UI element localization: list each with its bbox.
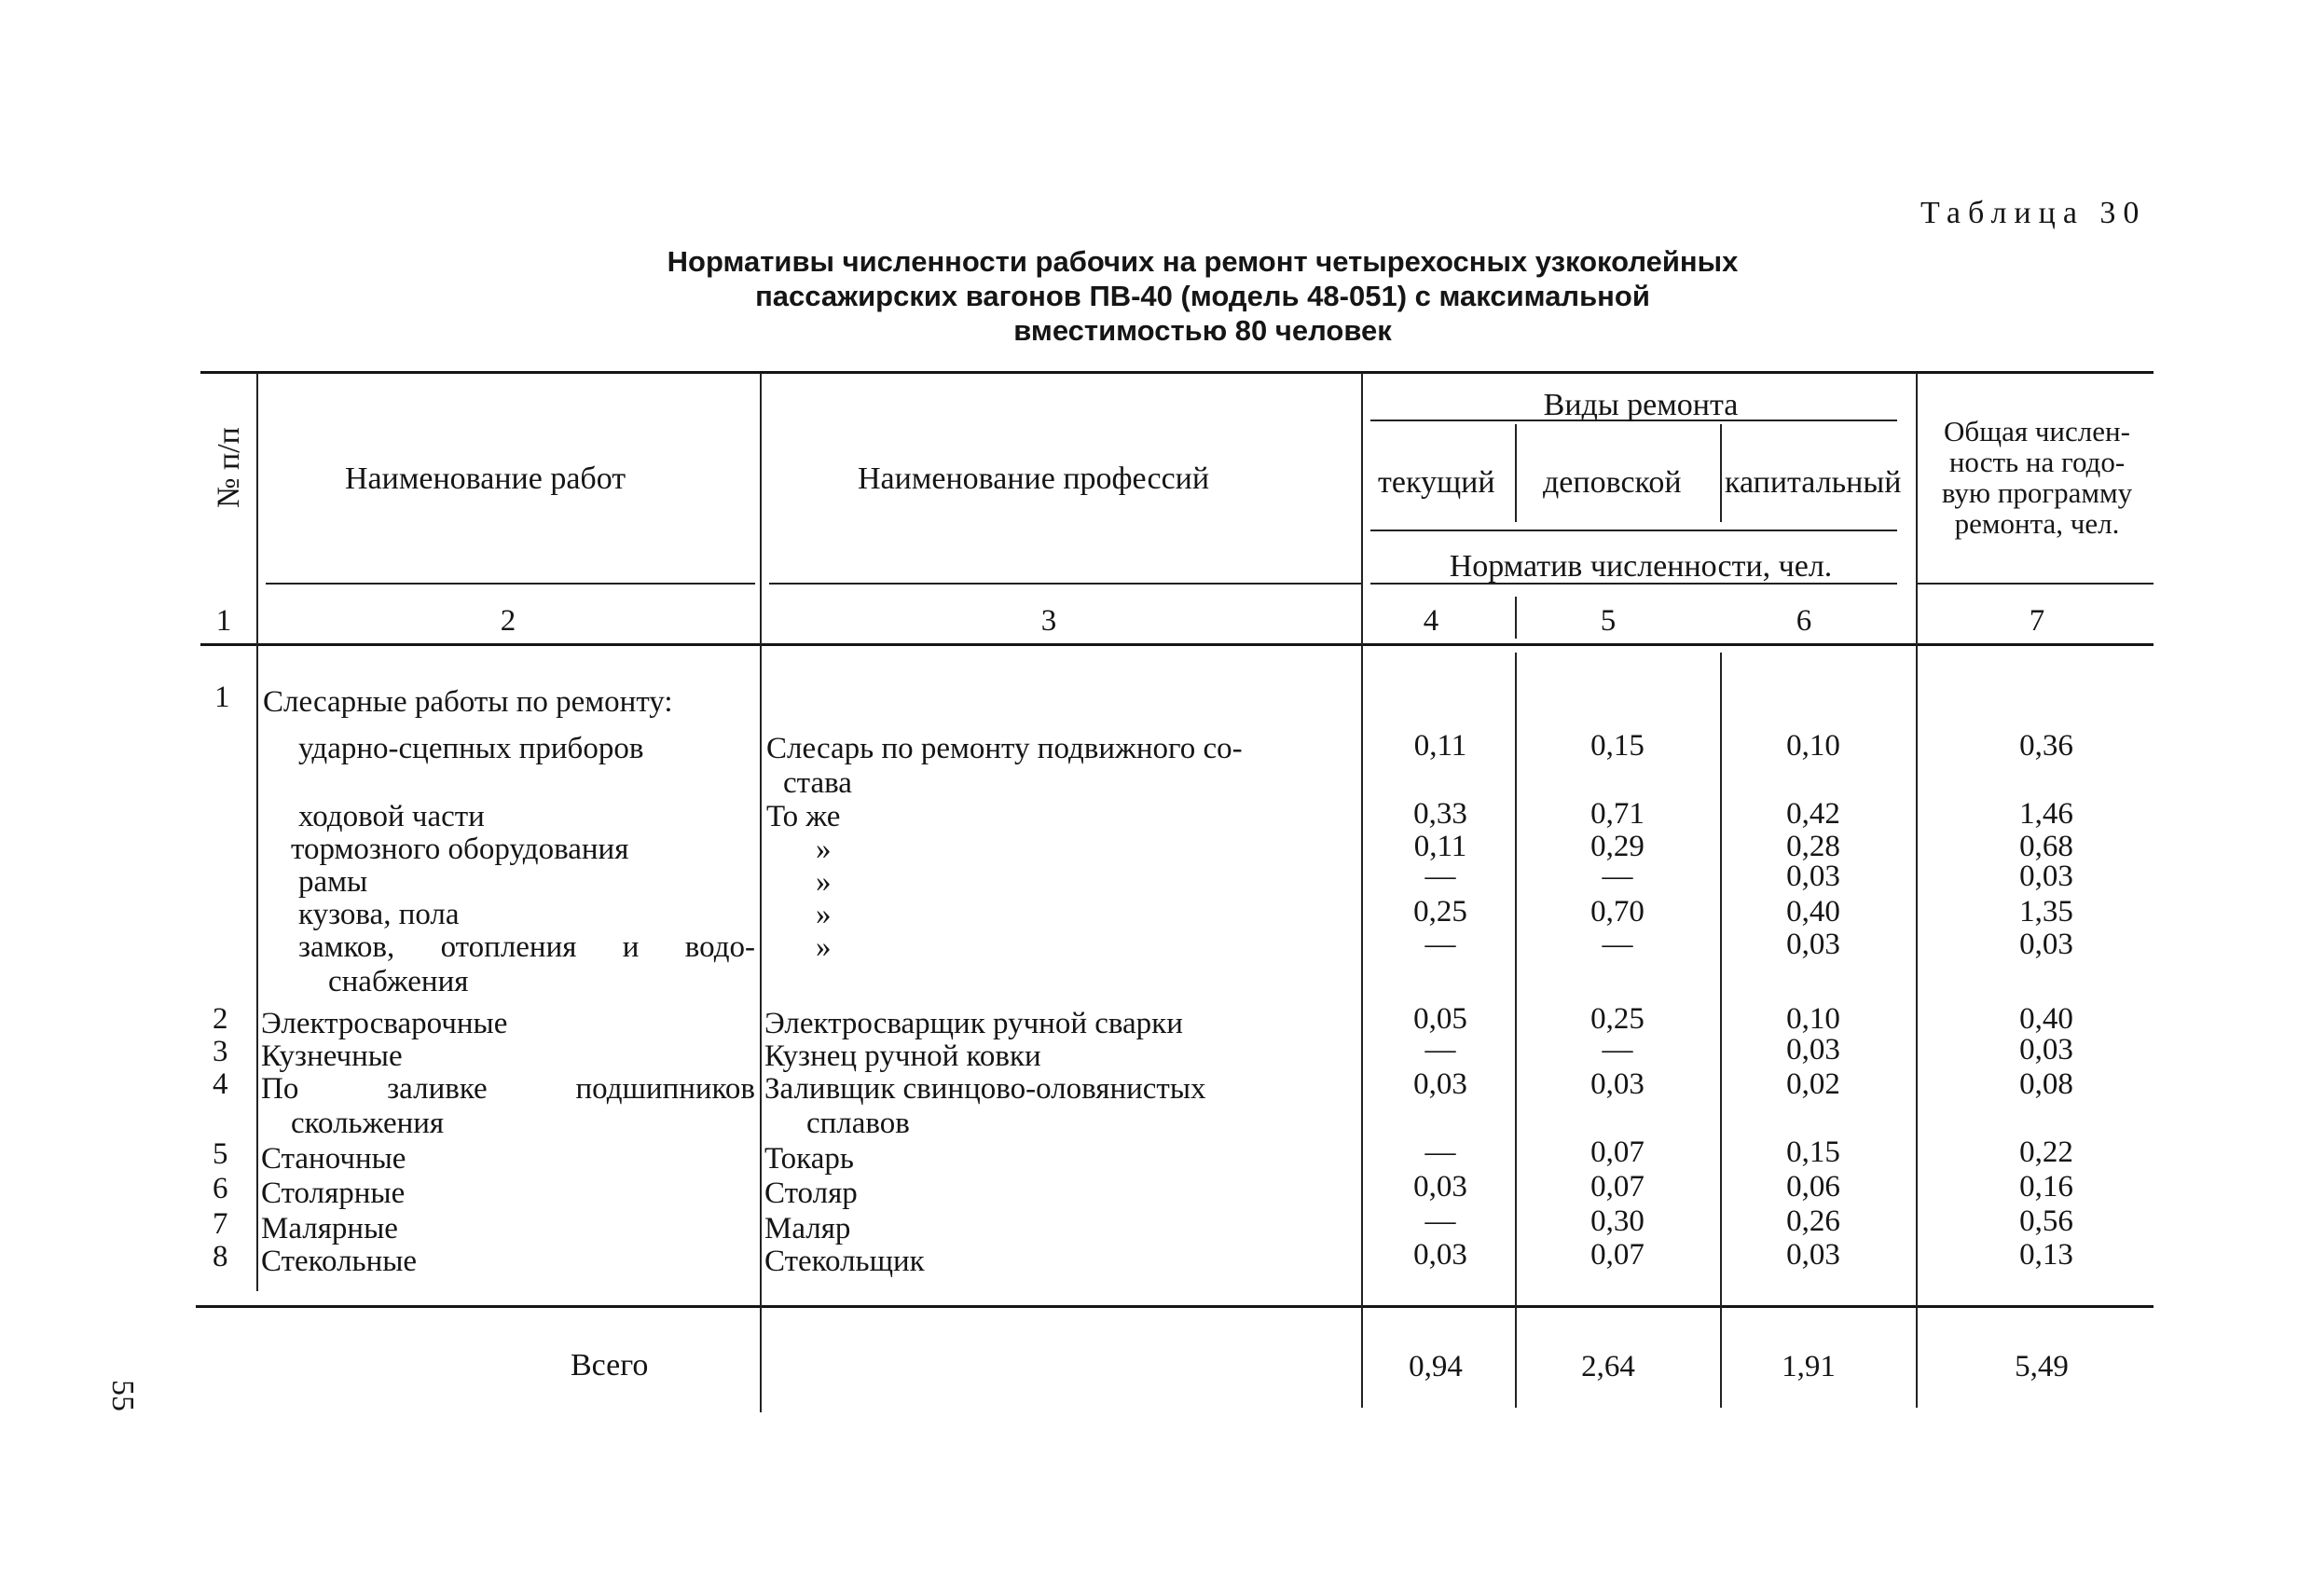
column-number: 2 xyxy=(500,604,516,638)
value-total: 0,08 xyxy=(2019,1067,2073,1101)
column-number: 4 xyxy=(1423,604,1439,638)
header-total-4: ремонта, чел. xyxy=(1954,507,2120,540)
value-capital: 0,15 xyxy=(1786,1135,1840,1169)
value-capital: 0,06 xyxy=(1786,1170,1840,1204)
value-depot: 0,07 xyxy=(1590,1135,1645,1169)
value-current: — xyxy=(1424,1135,1456,1169)
profession-name: Слесарь по ремонту подвижного со- xyxy=(766,732,1243,765)
value-depot: — xyxy=(1602,1033,1633,1066)
value-depot: 0,03 xyxy=(1590,1067,1645,1101)
total-overall: 5,49 xyxy=(2015,1350,2069,1383)
value-depot: 0,70 xyxy=(1590,895,1645,929)
row-number: 8 xyxy=(213,1240,228,1273)
value-capital: 0,10 xyxy=(1786,1002,1840,1036)
value-total: 0,03 xyxy=(2019,860,2073,893)
header-norm: Норматив численности, чел. xyxy=(1449,549,1833,584)
value-total: 0,68 xyxy=(2019,830,2073,863)
value-total: 0,22 xyxy=(2019,1135,2073,1169)
profession-ditto: » xyxy=(816,865,832,899)
value-depot: 0,71 xyxy=(1590,797,1645,831)
value-depot: — xyxy=(1602,860,1633,893)
profession-ditto: » xyxy=(816,832,832,866)
row-number: 7 xyxy=(213,1207,228,1241)
work-name-continued: скольжения xyxy=(291,1107,445,1140)
value-current: 0,33 xyxy=(1413,797,1467,831)
value-current: 0,03 xyxy=(1413,1238,1467,1272)
value-depot: 0,07 xyxy=(1590,1170,1645,1204)
value-depot: — xyxy=(1602,928,1633,961)
value-current: — xyxy=(1424,1033,1456,1066)
header-works: Наименование работ xyxy=(345,461,626,496)
table-label: Таблица 30 xyxy=(1920,196,2147,230)
work-name: рамы xyxy=(298,865,368,899)
value-capital: 0,10 xyxy=(1786,729,1840,763)
work-name: Станочные xyxy=(261,1142,406,1176)
work-name: ходовой части xyxy=(298,800,485,833)
value-depot: 0,30 xyxy=(1590,1204,1645,1238)
value-capital: 0,03 xyxy=(1786,860,1840,893)
header-depot: деповской xyxy=(1543,465,1682,500)
work-name: замков, отопления и водо- xyxy=(298,930,755,964)
column-number: 1 xyxy=(215,604,232,638)
profession-name-continued: става xyxy=(783,766,852,800)
title-line-3: вместимостью 80 человек xyxy=(1013,314,1392,347)
value-capital: 0,03 xyxy=(1786,928,1840,961)
value-total: 0,03 xyxy=(2019,928,2073,961)
value-total: 0,40 xyxy=(2019,1002,2073,1036)
row-number: 1 xyxy=(214,681,230,714)
column-number: 3 xyxy=(1040,604,1057,638)
header-total-3: вую программу xyxy=(1941,476,2133,509)
work-name: ударно-сцепных приборов xyxy=(298,732,644,765)
profession-name: Маляр xyxy=(764,1212,851,1245)
work-name: кузова, пола xyxy=(298,898,460,931)
value-depot: 0,25 xyxy=(1590,1002,1645,1036)
row-number: 6 xyxy=(213,1172,228,1205)
value-total: 0,36 xyxy=(2019,729,2073,763)
profession-name-continued: сплавов xyxy=(806,1107,910,1140)
value-total: 1,35 xyxy=(2019,895,2073,929)
value-current: 0,03 xyxy=(1413,1067,1467,1101)
column-number: 5 xyxy=(1600,604,1617,638)
value-capital: 0,02 xyxy=(1786,1067,1840,1101)
total-current: 0,94 xyxy=(1409,1350,1463,1383)
title-line-2: пассажирских вагонов ПВ-40 (модель 48-051) с максимальной xyxy=(755,280,1650,312)
value-current: 0,11 xyxy=(1413,729,1467,763)
value-total: 0,56 xyxy=(2019,1204,2073,1238)
profession-ditto: » xyxy=(816,898,832,931)
value-total: 0,16 xyxy=(2019,1170,2073,1204)
header-total-2: ность на годо- xyxy=(1948,446,2126,478)
column-number: 6 xyxy=(1796,604,1812,638)
profession-name: То же xyxy=(766,800,841,833)
header-repair-types: Виды ремонта xyxy=(1543,388,1739,422)
work-name-continued: снабжения xyxy=(328,965,469,998)
profession-ditto: » xyxy=(816,930,832,964)
work-name: тормозного оборудования xyxy=(291,832,629,866)
value-capital: 0,42 xyxy=(1786,797,1840,831)
value-current: — xyxy=(1424,928,1456,961)
profession-name: Стекольщик xyxy=(764,1245,925,1278)
value-current: 0,11 xyxy=(1413,830,1467,863)
total-depot: 2,64 xyxy=(1581,1350,1635,1383)
profession-name: Столяр xyxy=(764,1176,858,1210)
title-line-1: Нормативы численности рабочих на ремонт четырехосных узкоколейных xyxy=(667,245,1739,278)
row-number: 3 xyxy=(213,1035,228,1068)
value-current: 0,03 xyxy=(1413,1170,1467,1204)
value-total: 0,13 xyxy=(2019,1238,2073,1272)
value-capital: 0,03 xyxy=(1786,1033,1840,1066)
header-capital: капитальный xyxy=(1725,465,1902,500)
work-name: Столярные xyxy=(261,1176,406,1210)
value-total: 1,46 xyxy=(2019,797,2073,831)
row-number: 2 xyxy=(213,1002,228,1036)
value-depot: 0,07 xyxy=(1590,1238,1645,1272)
profession-name: Заливщик свинцово-оловянистых xyxy=(764,1072,1206,1106)
table-title xyxy=(522,244,1883,348)
header-total-1: Общая числен- xyxy=(1944,415,2130,447)
value-capital: 0,40 xyxy=(1786,895,1840,929)
header-professions: Наименование профессий xyxy=(858,461,1210,496)
work-name: Слесарные работы по ремонту: xyxy=(263,685,673,719)
column-number: 7 xyxy=(2029,604,2045,638)
work-name: Стекольные xyxy=(261,1245,418,1278)
row-number: 5 xyxy=(213,1137,228,1171)
value-current: — xyxy=(1424,860,1456,893)
work-name: По заливке подшипников xyxy=(261,1072,755,1106)
value-current: 0,25 xyxy=(1413,895,1467,929)
value-capital: 0,26 xyxy=(1786,1204,1840,1238)
profession-name: Кузнец ручной ковки xyxy=(764,1039,1041,1073)
header-num: № п/п xyxy=(212,427,246,508)
value-depot: 0,29 xyxy=(1590,830,1645,863)
value-current: — xyxy=(1424,1204,1456,1238)
profession-name: Электросварщик ручной сварки xyxy=(764,1007,1183,1040)
work-name: Малярные xyxy=(261,1212,398,1245)
work-name: Кузнечные xyxy=(261,1039,403,1073)
header-current: текущий xyxy=(1378,465,1495,500)
value-capital: 0,03 xyxy=(1786,1238,1840,1272)
total-label: Всего xyxy=(571,1348,649,1383)
profession-name: Токарь xyxy=(764,1142,854,1176)
value-current: 0,05 xyxy=(1413,1002,1467,1036)
total-capital: 1,91 xyxy=(1782,1350,1836,1383)
value-total: 0,03 xyxy=(2019,1033,2073,1066)
value-capital: 0,28 xyxy=(1786,830,1840,863)
work-name: Электросварочные xyxy=(261,1007,508,1040)
page-number: 55 xyxy=(105,1380,140,1411)
row-number: 4 xyxy=(213,1067,228,1101)
value-depot: 0,15 xyxy=(1590,729,1645,763)
